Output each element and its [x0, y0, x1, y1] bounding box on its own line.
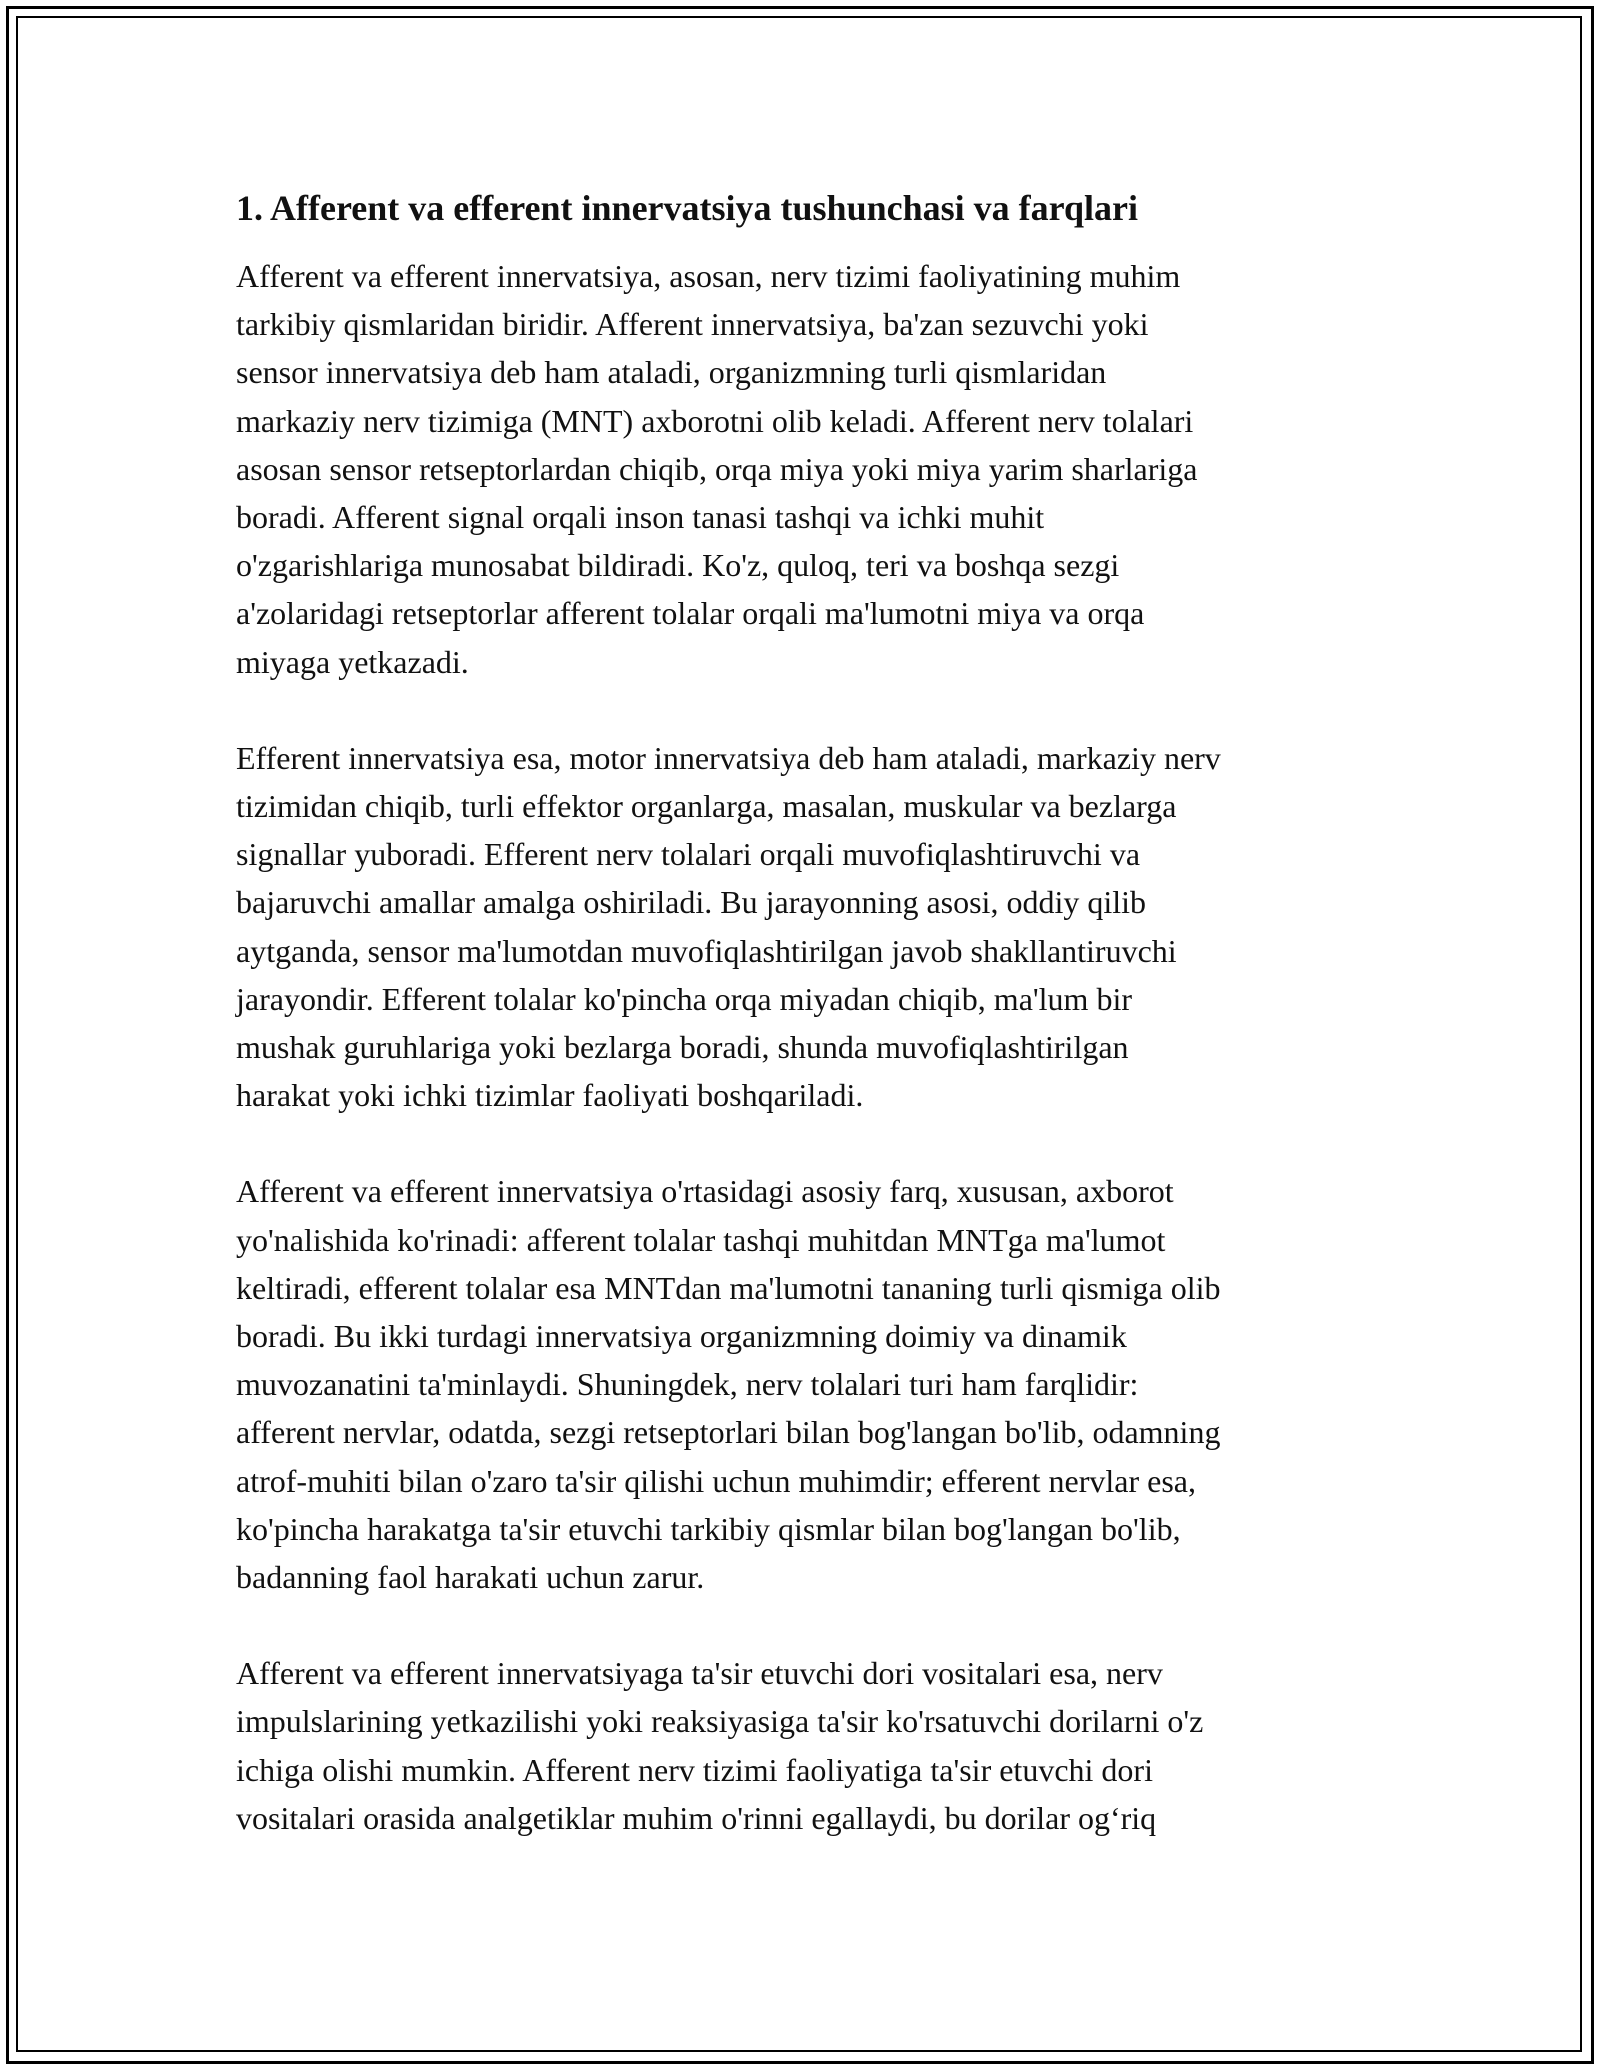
section-heading: 1. Afferent va efferent innervatsiya tushunchasi va farqlari	[236, 188, 1138, 228]
text-line: yo'nalishida ko'rinadi: afferent tolalar tashqi muhitdan MNTga ma'lumot	[236, 1221, 1166, 1258]
text-line: Afferent va efferent innervatsiyaga ta'sir etuvchi dori vositalari esa, nerv	[236, 1655, 1163, 1692]
text-line: impulslarining yetkazilishi yoki reaksiyasiga ta'sir ko'rsatuvchi dorilarni o'z	[236, 1703, 1204, 1740]
text-line: boradi. Bu ikki turdagi innervatsiya organizmning doimiy va dinamik	[236, 1318, 1127, 1355]
text-line: a'zolaridagi retseptorlar afferent tolalar orqali ma'lumotni miya va orqa	[236, 595, 1145, 632]
document-body	[236, 184, 1376, 1890]
text-line: boradi. Afferent signal orqali inson tanasi tashqi va ichki muhit	[236, 499, 1045, 536]
text-line: bajaruvchi amallar amalga oshiriladi. Bu jarayonning asosi, oddiy qilib	[236, 884, 1146, 921]
text-line: ichiga olishi mumkin. Afferent nerv tizimi faoliyatiga ta'sir etuvchi dori	[236, 1751, 1153, 1788]
text-line: tizimidan chiqib, turli effektor organlarga, masalan, muskular va bezlarga	[236, 788, 1177, 825]
text-line: Efferent innervatsiya esa, motor innervatsiya deb ham ataladi, markaziy nerv	[236, 739, 1221, 776]
text-line: miyaga yetkazadi.	[236, 643, 469, 680]
text-line: muvozanatini ta'minlaydi. Shuningdek, nerv tolalari turi ham farqlidir:	[236, 1366, 1139, 1403]
text-line: atrof-muhiti bilan o'zaro ta'sir qilishi uchun muhimdir; efferent nervlar esa,	[236, 1462, 1196, 1499]
text-line: mushak guruhlariga yoki bezlarga boradi, shunda muvofiqlashtirilgan	[236, 1029, 1129, 1066]
text-line: jarayondir. Efferent tolalar ko'pincha orqa miyadan chiqib, ma'lum bir	[236, 980, 1132, 1017]
text-line: afferent nervlar, odatda, sezgi retseptorlari bilan bog'langan bo'lib, odamning	[236, 1414, 1221, 1451]
text-line: o'zgarishlariga munosabat bildiradi. Ko'z, quloq, teri va boshqa sezgi	[236, 547, 1120, 584]
paragraph-3	[236, 1167, 1376, 1601]
text-line: sensor innervatsiya deb ham ataladi, organizmning turli qismlaridan	[236, 354, 1107, 391]
paragraph-1	[236, 252, 1376, 686]
paragraph-2	[236, 734, 1376, 1120]
text-line: harakat yoki ichki tizimlar faoliyati boshqariladi.	[236, 1077, 864, 1114]
text-line: badanning faol harakati uchun zarur.	[236, 1559, 705, 1596]
text-line: aytganda, sensor ma'lumotdan muvofiqlashtirilgan javob shakllantiruvchi	[236, 932, 1177, 969]
text-line: signallar yuboradi. Efferent nerv tolalari orqali muvofiqlashtiruvchi va	[236, 836, 1141, 873]
text-line: ko'pincha harakatga ta'sir etuvchi tarkibiy qismlar bilan bog'langan bo'lib,	[236, 1510, 1181, 1547]
text-line: keltiradi, efferent tolalar esa MNTdan ma'lumotni tananing turli qismiga olib	[236, 1269, 1221, 1306]
text-line: tarkibiy qismlaridan biridir. Afferent innervatsiya, ba'zan sezuvchi yoki	[236, 306, 1149, 343]
text-line: Afferent va efferent innervatsiya o'rtasidagi asosiy farq, xususan, axborot	[236, 1173, 1174, 1210]
text-line: vositalari orasida analgetiklar muhim o'rinni egallaydi, bu dorilar og‘riq	[236, 1799, 1157, 1836]
text-line: Afferent va efferent innervatsiya, asosan, nerv tizimi faoliyatining muhim	[236, 258, 1181, 294]
paragraph-4	[236, 1649, 1376, 1842]
text-line: asosan sensor retseptorlardan chiqib, orqa miya yoki miya yarim sharlariga	[236, 450, 1198, 487]
text-line: markaziy nerv tizimiga (MNT) axborotni olib keladi. Afferent nerv tolalari	[236, 402, 1194, 439]
